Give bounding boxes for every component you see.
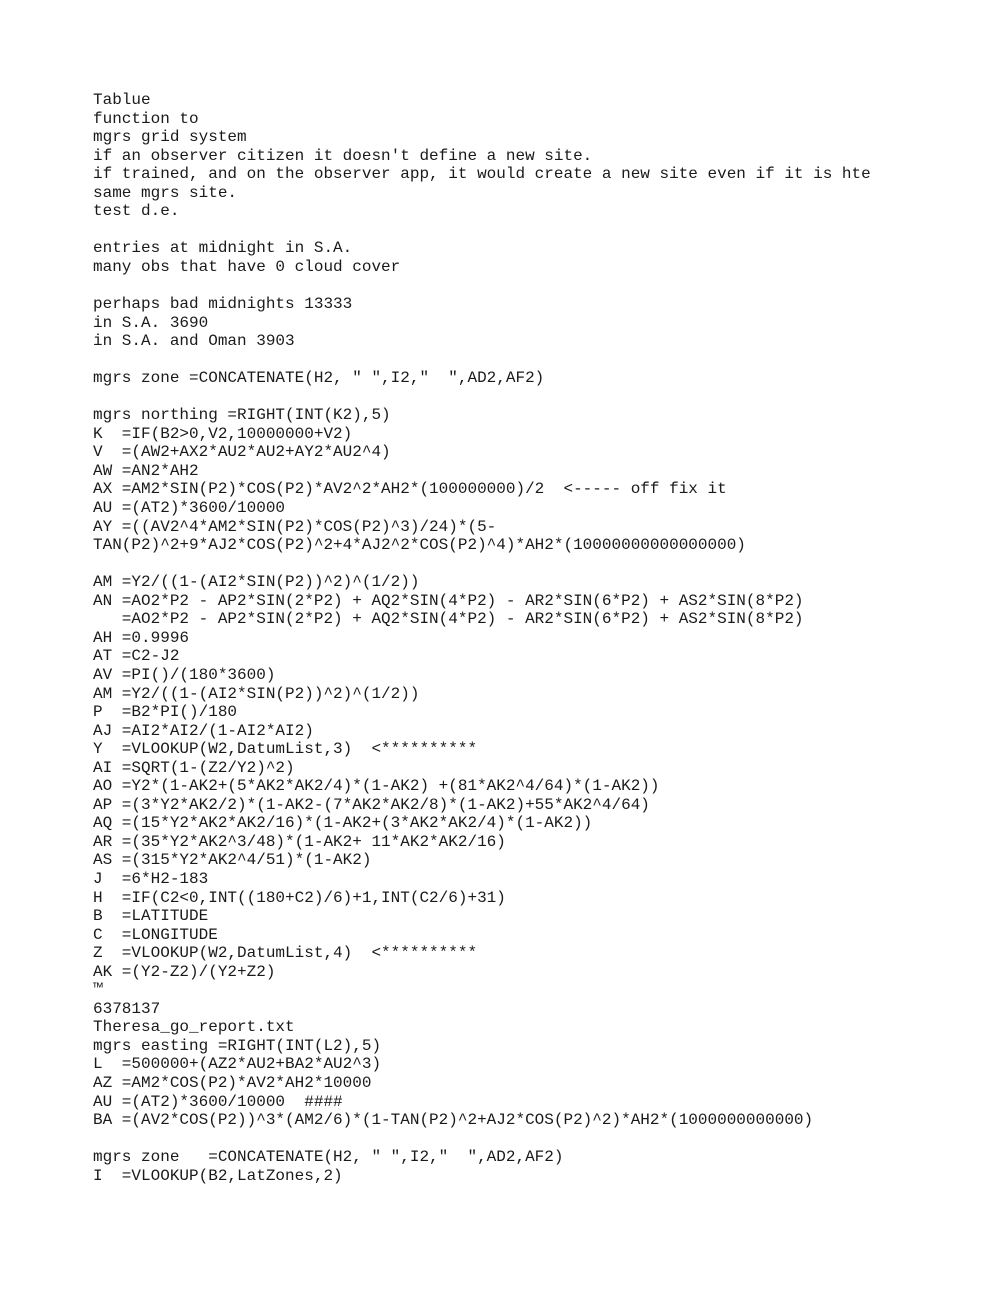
text-line: Z =VLOOKUP(W2,DatumList,4) <********** xyxy=(93,944,478,963)
text-line: BA =(AV2*COS(P2))^3*(AM2/6)*(1-TAN(P2)^2+AJ2*COS(P2)^2)*AH2*(1000000000000) xyxy=(93,1111,814,1130)
text-line: AV =PI()/(180*3600) xyxy=(93,665,276,684)
blank-line xyxy=(93,388,973,407)
text-line: same mgrs site. xyxy=(93,183,238,202)
text-line: K =IF(B2>0,V2,10000000+V2) xyxy=(93,424,353,443)
text-line: Y =VLOOKUP(W2,DatumList,3) <********** xyxy=(93,740,478,759)
text-line: AR =(35*Y2*AK2^3/48)*(1-AK2+ 11*AK2*AK2/16) xyxy=(93,832,506,851)
text-line: mgrs zone =CONCATENATE(H2, " ",I2," ",AD2,AF2) xyxy=(93,1148,564,1167)
text-line: AT =C2-J2 xyxy=(93,647,180,666)
text-line: ™ xyxy=(93,981,103,1000)
text-line: =AO2*P2 - AP2*SIN(2*P2) + AQ2*SIN(4*P2) - AR2*SIN(6*P2) + AS2*SIN(8*P2) xyxy=(93,610,804,629)
blank-line xyxy=(93,555,973,574)
text-line: AI =SQRT(1-(Z2/Y2)^2) xyxy=(93,758,295,777)
text-line: V =(AW2+AX2*AU2*AU2+AY2*AU2^4) xyxy=(93,443,391,462)
text-line: AY =((AV2^4*AM2*SIN(P2)*COS(P2)^3)/24)*(5- xyxy=(93,517,497,536)
text-line: AX =AM2*SIN(P2)*COS(P2)*AV2^2*AH2*(100000000)/2 <----- off fix it xyxy=(93,480,727,499)
text-line: AP =(3*Y2*AK2/2)*(1-AK2-(7*AK2*AK2/8)*(1-AK2)+55*AK2^4/64) xyxy=(93,795,650,814)
blank-line xyxy=(93,351,973,370)
text-line: Tablue xyxy=(93,91,151,109)
text-line: many obs that have 0 cloud cover xyxy=(93,257,401,276)
text-line: AQ =(15*Y2*AK2*AK2/16)*(1-AK2+(3*AK2*AK2/4)*(1-AK2)) xyxy=(93,814,593,833)
text-line: AM =Y2/((1-(AI2*SIN(P2))^2)^(1/2)) xyxy=(93,573,420,592)
text-line: Theresa_go_report.txt xyxy=(93,1018,295,1037)
text-line: AJ =AI2*AI2/(1-AI2*AI2) xyxy=(93,721,314,740)
text-line: in S.A. 3690 xyxy=(93,313,209,332)
text-line: AS =(315*Y2*AK2^4/51)*(1-AK2) xyxy=(93,851,372,870)
text-line: I =VLOOKUP(B2,LatZones,2) xyxy=(93,1166,343,1185)
text-line: B =LATITUDE xyxy=(93,907,209,926)
text-line: J =6*H2-183 xyxy=(93,869,209,888)
text-line: if an observer citizen it doesn't define a new site. xyxy=(93,146,593,165)
text-line: entries at midnight in S.A. xyxy=(93,239,353,258)
text-line: H =IF(C2<0,INT((180+C2)/6)+1,INT(C2/6)+31) xyxy=(93,888,506,907)
text-line: P =B2*PI()/180 xyxy=(93,703,238,722)
text-line: AU =(AT2)*3600/10000 #### xyxy=(93,1092,343,1111)
text-line: mgrs easting =RIGHT(INT(L2),5) xyxy=(93,1036,382,1055)
text-line: mgrs northing =RIGHT(INT(K2),5) xyxy=(93,406,391,425)
text-line: function to xyxy=(93,109,199,128)
text-line: AZ =AM2*COS(P2)*AV2*AH2*10000 xyxy=(93,1073,372,1092)
text-line: AK =(Y2-Z2)/(Y2+Z2) xyxy=(93,962,276,981)
blank-line xyxy=(93,1130,973,1149)
text-line: TAN(P2)^2+9*AJ2*COS(P2)^2+4*AJ2^2*COS(P2)^4)*AH2*(10000000000000000) xyxy=(93,536,746,555)
text-line: AO =Y2*(1-AK2+(5*AK2*AK2/4)*(1-AK2) +(81*AK2^4/64)*(1-AK2)) xyxy=(93,777,660,796)
text-line: AH =0.9996 xyxy=(93,628,190,647)
text-line: mgrs zone =CONCATENATE(H2, " ",I2," ",AD2,AF2) xyxy=(93,369,545,388)
text-line: 6378137 xyxy=(93,999,161,1018)
text-line: AU =(AT2)*3600/10000 xyxy=(93,499,286,518)
text-line: L =500000+(AZ2*AU2+BA2*AU2^3) xyxy=(93,1055,382,1074)
text-line: AM =Y2/((1-(AI2*SIN(P2))^2)^(1/2)) xyxy=(93,684,420,703)
text-line: AW =AN2*AH2 xyxy=(93,461,199,480)
blank-line xyxy=(93,276,973,295)
text-line: in S.A. and Oman 3903 xyxy=(93,332,295,351)
document-page xyxy=(93,91,973,1185)
text-line: mgrs grid system xyxy=(93,128,247,147)
text-line: test d.e. xyxy=(93,202,180,221)
blank-line xyxy=(93,221,973,240)
text-line: if trained, and on the observer app, it would create a new site even if it is hte xyxy=(93,165,871,184)
text-line: AN =AO2*P2 - AP2*SIN(2*P2) + AQ2*SIN(4*P2) - AR2*SIN(6*P2) + AS2*SIN(8*P2) xyxy=(93,591,804,610)
text-line: C =LONGITUDE xyxy=(93,925,218,944)
text-line: perhaps bad midnights 13333 xyxy=(93,295,353,314)
